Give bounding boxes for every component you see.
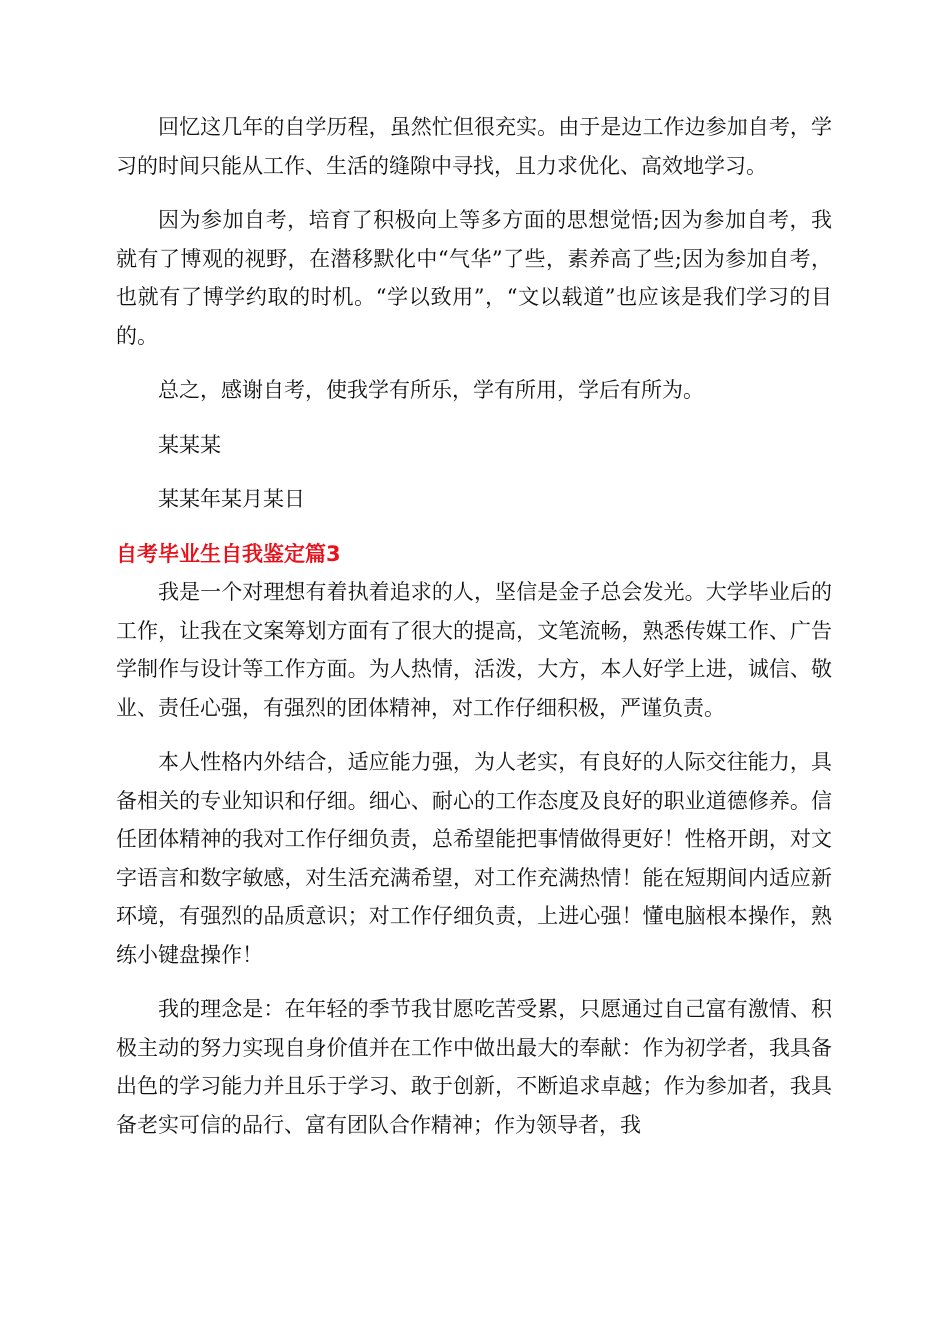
paragraph-philosophy: 我的理念是：在年轻的季节我甘愿吃苦受累，只愿通过自己富有激情、积极主动的努力实现自身价值并在工作中做出最大的奉献：作为初学者，我具备出色的学习能力并且乐于学习、敢于创新，不断追求卓越；作为参加者，我具备老实可信的品行、富有团队合作精神；作为领导者，我: [116, 997, 832, 1137]
section-heading: 自考毕业生自我鉴定篇3: [116, 541, 341, 566]
signature-date: 某某年某月某日: [158, 487, 305, 511]
signature-name: 某某某: [158, 432, 221, 457]
paragraph-benefits: 因为参加自考，培育了积极向上等多方面的思想觉悟;因为参加自考，我就有了博观的视野，在潜移默化中“气华”了些，素养高了些;因为参加自考，也就有了博学约取的时机。“学以致用”，“文以载道”也应该是我们学习的目的。: [116, 208, 832, 348]
document-page: [116, 108, 832, 1160]
paragraph-personality: 本人性格内外结合，适应能力强，为人老实，有良好的人际交往能力，具备相关的专业知识和仔细。细心、耐心的工作态度及良好的职业道德修养。信任团体精神的我对工作仔细负责，总希望能把事情做得更好！性格开朗，对文字语言和数字敏感，对生活充满希望，对工作充满热情！能在短期间内适应新环境，有强烈的品质意识；对工作仔细负责，上进心强！懂电脑根本操作，熟练小键盘操作！: [116, 750, 832, 967]
paragraph-conclusion: 总之，感谢自考，使我学有所乐，学有所用，学后有所为。: [158, 378, 704, 402]
paragraph-self-intro: 我是一个对理想有着执着追求的人，坚信是金子总会发光。大学毕业后的工作，让我在文案筹划方面有了很大的提高，文笔流畅，熟悉传媒工作、广告学制作与设计等工作方面。为人热情，活泼，大方，本人好学上进，诚信、敬业、责任心强，有强烈的团体精神，对工作仔细积极，严谨负责。: [116, 580, 832, 720]
paragraph-recollection: 回忆这几年的自学历程，虽然忙但很充实。由于是边工作边参加自考，学习的时间只能从工作、生活的缝隙中寻找，且力求优化、高效地学习。: [116, 115, 832, 178]
